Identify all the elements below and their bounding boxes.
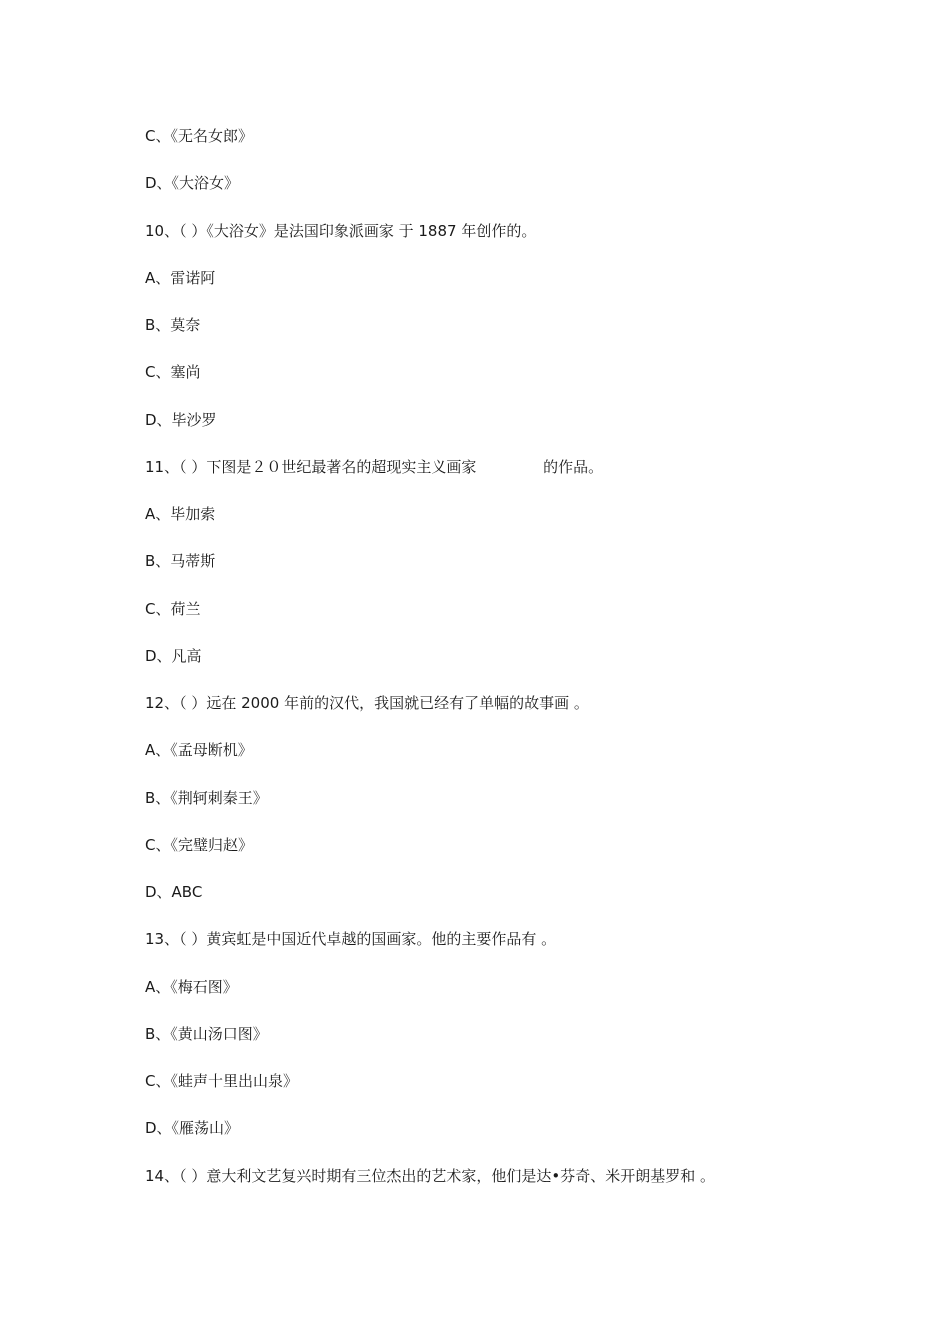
option-c-q9: C、《无名女郎》 — [145, 127, 253, 145]
question-14: 14、（ ）意大利文艺复兴时期有三位杰出的艺术家，他们是达•芬奇、米开朗基罗和 。 — [145, 1167, 715, 1185]
option-d-q11: D、凡高 — [145, 647, 202, 665]
option-a-q13: A、《梅石图》 — [145, 978, 238, 996]
option-c-q11: C、荷兰 — [145, 600, 201, 618]
option-c-q10: C、塞尚 — [145, 363, 201, 381]
option-b-q10: B、莫奈 — [145, 316, 201, 334]
option-a-q12: A、《孟母断机》 — [145, 741, 253, 759]
option-a-q10: A、雷诺阿 — [145, 269, 216, 287]
option-d-q12: D、ABC — [145, 883, 203, 901]
option-d-q10: D、毕沙罗 — [145, 411, 217, 429]
question-11: 11、（ ）下图是２０世纪最著名的超现实主义画家 的作品。 — [145, 458, 604, 476]
question-13: 13、（ ）黄宾虹是中国近代卓越的国画家。他的主要作品有 。 — [145, 930, 557, 948]
option-c-q13: C、《蛙声十里出山泉》 — [145, 1072, 298, 1090]
option-b-q12: B、《荆轲刺秦王》 — [145, 789, 268, 807]
option-a-q11: A、毕加索 — [145, 505, 216, 523]
question-10: 10、（ ）《大浴女》是法国印象派画家 于 1887 年创作的。 — [145, 222, 537, 240]
option-c-q12: C、《完璧归赵》 — [145, 836, 253, 854]
option-b-q13: B、《黄山汤口图》 — [145, 1025, 268, 1043]
option-d-q9: D、《大浴女》 — [145, 174, 240, 192]
option-b-q11: B、马蒂斯 — [145, 552, 216, 570]
option-d-q13: D、《雁荡山》 — [145, 1119, 240, 1137]
question-12: 12、（ ）远在 2000 年前的汉代，我国就已经有了单幅的故事画 。 — [145, 694, 589, 712]
